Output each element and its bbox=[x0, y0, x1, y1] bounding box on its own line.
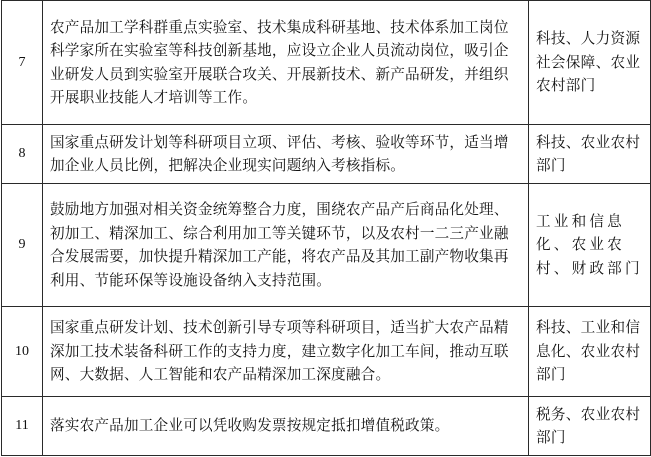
row-number: 11 bbox=[2, 397, 43, 456]
responsible-departments: 科技、人力资源社会保障、农业农村部门 bbox=[529, 1, 651, 125]
row-number: 7 bbox=[2, 1, 43, 125]
row-number: 9 bbox=[2, 184, 43, 307]
table-row bbox=[2, 125, 651, 184]
task-description: 鼓励地方加强对相关资金统筹整合力度，围绕农产品产后商品化处理、初加工、精深加工、综合利用加工等关键环节，以及农村一二三产业融合发展需要，加快提升精深加工产能，将农产品及其加工副产物收集再利用、节能环保等设施设备纳入支持范围。 bbox=[43, 184, 529, 307]
table-row bbox=[2, 184, 651, 307]
task-description: 落实农产品加工企业可以凭收购发票按规定抵扣增值税政策。 bbox=[43, 397, 529, 456]
policy-task-table bbox=[1, 0, 651, 456]
responsible-departments: 科技、农业农村部门 bbox=[529, 125, 651, 184]
table-row bbox=[2, 1, 651, 125]
responsible-departments: 工业和信息化、农业农村、财政部门 bbox=[529, 184, 651, 307]
table-row bbox=[2, 397, 651, 456]
task-description: 农产品加工学科群重点实验室、技术集成科研基地、技术体系加工岗位科学家所在实验室等科技创新基地，应设立企业人员流动岗位，吸引企业研发人员到实验室开展联合攻关、开展新技术、新产品研发，并组织开展职业技能人才培训等工作。 bbox=[43, 1, 529, 125]
task-description: 国家重点研发计划、技术创新引导专项等科研项目，适当扩大农产品精深加工技术装备科研工作的支持力度，建立数字化加工车间，推动互联网、大数据、人工智能和农产品精深加工深度融合。 bbox=[43, 307, 529, 397]
responsible-departments: 税务、农业农村部门 bbox=[529, 397, 651, 456]
row-number: 8 bbox=[2, 125, 43, 184]
row-number: 10 bbox=[2, 307, 43, 397]
responsible-departments: 科技、工业和信息化、农业农村部门 bbox=[529, 307, 651, 397]
table-row bbox=[2, 307, 651, 397]
task-description: 国家重点研发计划等科研项目立项、评估、考核、验收等环节，适当增加企业人员比例，把解决企业现实问题纳入考核指标。 bbox=[43, 125, 529, 184]
